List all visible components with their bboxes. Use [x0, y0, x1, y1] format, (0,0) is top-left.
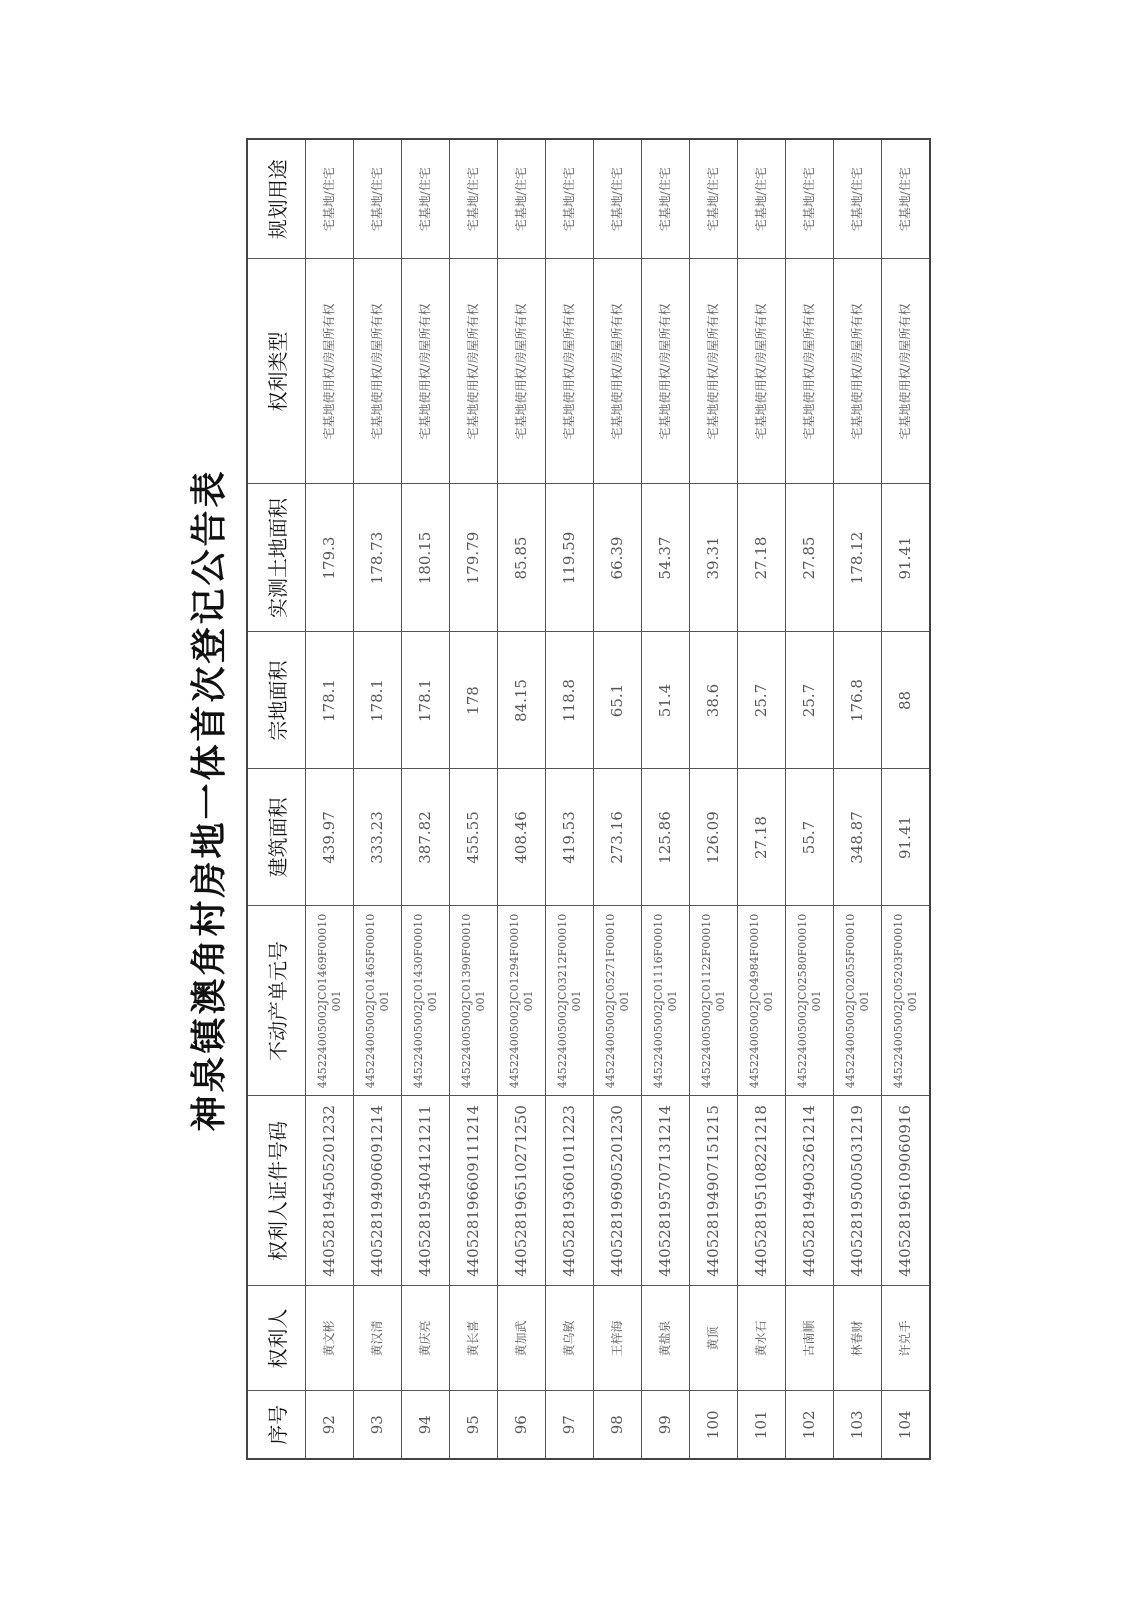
- row-index-cell: 95: [449, 1391, 497, 1459]
- id-number-cell: 440528194903261214: [785, 1096, 833, 1286]
- document-title: 神泉镇澳角村房地一体首次登记公告表: [188, 468, 230, 1132]
- measured-area-cell: 179.3: [305, 484, 353, 632]
- table-row: [689, 139, 737, 1459]
- unit-number-cell: 445224005002JC03212F00010001: [545, 906, 593, 1096]
- building-area-cell: 27.18: [737, 769, 785, 906]
- owner-cell: 王梓海: [593, 1286, 641, 1391]
- table-row: [833, 139, 881, 1459]
- row-index-cell: 100: [689, 1391, 737, 1459]
- parcel-area-cell: 178: [449, 632, 497, 769]
- id-number-cell: 440528194907151215: [689, 1096, 737, 1286]
- row-index-cell: 96: [497, 1391, 545, 1459]
- right-type-cell: 宅基地使用权/房屋所有权: [545, 259, 593, 484]
- building-area-cell: 91.41: [881, 769, 930, 906]
- owner-cell: 黄乌敏: [545, 1286, 593, 1391]
- parcel-area-cell: 38.6: [689, 632, 737, 769]
- measured-area-cell: 119.59: [545, 484, 593, 632]
- owner-cell: 黄庆亮: [401, 1286, 449, 1391]
- owner-cell: 黄盐泉: [641, 1286, 689, 1391]
- unit-number-cell: 445224005002JC02580F00010001: [785, 906, 833, 1096]
- measured-area-cell: 27.85: [785, 484, 833, 632]
- id-number-cell: 440528195707131214: [641, 1096, 689, 1286]
- parcel-area-cell: 25.7: [785, 632, 833, 769]
- id-number-cell: 440528195404121211: [401, 1096, 449, 1286]
- id-number-cell: 440528196609111214: [449, 1096, 497, 1286]
- row-index-cell: 104: [881, 1391, 930, 1459]
- header-cell-right-type: 权利类型: [247, 259, 306, 484]
- right-type-cell: 宅基地使用权/房屋所有权: [353, 259, 401, 484]
- id-number-cell: 440528195005031219: [833, 1096, 881, 1286]
- row-index-cell: 102: [785, 1391, 833, 1459]
- id-number-cell: 440528193601011223: [545, 1096, 593, 1286]
- parcel-area-cell: 65.1: [593, 632, 641, 769]
- building-area-cell: 273.16: [593, 769, 641, 906]
- planned-use-cell: 宅基地/住宅: [785, 139, 833, 259]
- header-cell-id-number: 权利人证件号码: [247, 1096, 306, 1286]
- planned-use-cell: 宅基地/住宅: [401, 139, 449, 259]
- unit-number-cell: 445224005002JC01122F00010001: [689, 906, 737, 1096]
- header-cell-measured-area: 实测土地面积: [247, 484, 306, 632]
- building-area-cell: 387.82: [401, 769, 449, 906]
- rotated-document: [111, 80, 1011, 1520]
- right-type-cell: 宅基地使用权/房屋所有权: [449, 259, 497, 484]
- right-type-cell: 宅基地使用权/房屋所有权: [881, 259, 930, 484]
- parcel-area-cell: 51.4: [641, 632, 689, 769]
- measured-area-cell: 178.12: [833, 484, 881, 632]
- table-row: [497, 139, 545, 1459]
- right-type-cell: 宅基地使用权/房屋所有权: [833, 259, 881, 484]
- id-number-cell: 440528196510271250: [497, 1096, 545, 1286]
- header-cell-unit-number: 不动产单元号: [247, 906, 306, 1096]
- row-index-cell: 92: [305, 1391, 353, 1459]
- right-type-cell: 宅基地使用权/房屋所有权: [593, 259, 641, 484]
- id-number-cell: 440528196905201230: [593, 1096, 641, 1286]
- building-area-cell: 126.09: [689, 769, 737, 906]
- planned-use-cell: 宅基地/住宅: [593, 139, 641, 259]
- table-row: [593, 139, 641, 1459]
- planned-use-cell: 宅基地/住宅: [353, 139, 401, 259]
- building-area-cell: 419.53: [545, 769, 593, 906]
- measured-area-cell: 179.79: [449, 484, 497, 632]
- unit-number-cell: 445224005002JC01469F00010001: [305, 906, 353, 1096]
- building-area-cell: 55.7: [785, 769, 833, 906]
- building-area-cell: 125.86: [641, 769, 689, 906]
- table-row: [401, 139, 449, 1459]
- planned-use-cell: 宅基地/住宅: [833, 139, 881, 259]
- measured-area-cell: 66.39: [593, 484, 641, 632]
- building-area-cell: 455.55: [449, 769, 497, 906]
- id-number-cell: 440528194906091214: [353, 1096, 401, 1286]
- header-cell-building-area: 建筑面积: [247, 769, 306, 906]
- id-number-cell: 440528194505201232: [305, 1096, 353, 1286]
- parcel-area-cell: 25.7: [737, 632, 785, 769]
- row-index-cell: 98: [593, 1391, 641, 1459]
- planned-use-cell: 宅基地/住宅: [737, 139, 785, 259]
- parcel-area-cell: 88: [881, 632, 930, 769]
- id-number-cell: 440528196109060916: [881, 1096, 930, 1286]
- right-type-cell: 宅基地使用权/房屋所有权: [497, 259, 545, 484]
- parcel-area-cell: 176.8: [833, 632, 881, 769]
- id-number-cell: 440528195108221218: [737, 1096, 785, 1286]
- table-row: [449, 139, 497, 1459]
- table-body: [305, 139, 930, 1459]
- header-cell-parcel-area: 宗地面积: [247, 632, 306, 769]
- table-row: [353, 139, 401, 1459]
- measured-area-cell: 180.15: [401, 484, 449, 632]
- parcel-area-cell: 178.1: [401, 632, 449, 769]
- right-type-cell: 宅基地使用权/房屋所有权: [737, 259, 785, 484]
- parcel-area-cell: 84.15: [497, 632, 545, 769]
- owner-cell: 黄顶: [689, 1286, 737, 1391]
- unit-number-cell: 445224005002JC01116F00010001: [641, 906, 689, 1096]
- unit-number-cell: 445224005002JC05271F00010001: [593, 906, 641, 1096]
- building-area-cell: 348.87: [833, 769, 881, 906]
- planned-use-cell: 宅基地/住宅: [641, 139, 689, 259]
- unit-number-cell: 445224005002JC01294F00010001: [497, 906, 545, 1096]
- header-cell-owner: 权利人: [247, 1286, 306, 1391]
- table-row: [737, 139, 785, 1459]
- owner-cell: 黄文彬: [305, 1286, 353, 1391]
- parcel-area-cell: 118.8: [545, 632, 593, 769]
- table-row: [545, 139, 593, 1459]
- header-cell-planned-use: 规划用途: [247, 139, 306, 259]
- owner-cell: 黄长喜: [449, 1286, 497, 1391]
- table-row: [785, 139, 833, 1459]
- table-row: [305, 139, 353, 1459]
- right-type-cell: 宅基地使用权/房屋所有权: [305, 259, 353, 484]
- owner-cell: 黄水石: [737, 1286, 785, 1391]
- planned-use-cell: 宅基地/住宅: [545, 139, 593, 259]
- unit-number-cell: 445224005002JC02055F00010001: [833, 906, 881, 1096]
- owner-cell: 许兑手: [881, 1286, 930, 1391]
- row-index-cell: 93: [353, 1391, 401, 1459]
- row-index-cell: 97: [545, 1391, 593, 1459]
- measured-area-cell: 27.18: [737, 484, 785, 632]
- unit-number-cell: 445224005002JC04984F00010001: [737, 906, 785, 1096]
- table-row: [881, 139, 930, 1459]
- right-type-cell: 宅基地使用权/房屋所有权: [785, 259, 833, 484]
- owner-cell: 黄加武: [497, 1286, 545, 1391]
- row-index-cell: 99: [641, 1391, 689, 1459]
- row-index-cell: 103: [833, 1391, 881, 1459]
- planned-use-cell: 宅基地/住宅: [305, 139, 353, 259]
- planned-use-cell: 宅基地/住宅: [881, 139, 930, 259]
- parcel-area-cell: 178.1: [305, 632, 353, 769]
- planned-use-cell: 宅基地/住宅: [449, 139, 497, 259]
- measured-area-cell: 39.31: [689, 484, 737, 632]
- measured-area-cell: 85.85: [497, 484, 545, 632]
- planned-use-cell: 宅基地/住宅: [689, 139, 737, 259]
- building-area-cell: 408.46: [497, 769, 545, 906]
- right-type-cell: 宅基地使用权/房屋所有权: [641, 259, 689, 484]
- row-index-cell: 101: [737, 1391, 785, 1459]
- table-header-row: [247, 139, 306, 1459]
- owner-cell: 林春财: [833, 1286, 881, 1391]
- unit-number-cell: 445224005002JC01390F00010001: [449, 906, 497, 1096]
- measured-area-cell: 54.37: [641, 484, 689, 632]
- planned-use-cell: 宅基地/住宅: [497, 139, 545, 259]
- right-type-cell: 宅基地使用权/房屋所有权: [689, 259, 737, 484]
- unit-number-cell: 445224005002JC01430F00010001: [401, 906, 449, 1096]
- header-cell-index: 序号: [247, 1391, 306, 1459]
- unit-number-cell: 445224005002JC05203F00010001: [881, 906, 930, 1096]
- owner-cell: 古南顺: [785, 1286, 833, 1391]
- right-type-cell: 宅基地使用权/房屋所有权: [401, 259, 449, 484]
- measured-area-cell: 91.41: [881, 484, 930, 632]
- measured-area-cell: 178.73: [353, 484, 401, 632]
- row-index-cell: 94: [401, 1391, 449, 1459]
- building-area-cell: 439.97: [305, 769, 353, 906]
- table-row: [641, 139, 689, 1459]
- parcel-area-cell: 178.1: [353, 632, 401, 769]
- owner-cell: 黄汉清: [353, 1286, 401, 1391]
- building-area-cell: 333.23: [353, 769, 401, 906]
- unit-number-cell: 445224005002JC01465F00010001: [353, 906, 401, 1096]
- registration-table: [246, 138, 931, 1460]
